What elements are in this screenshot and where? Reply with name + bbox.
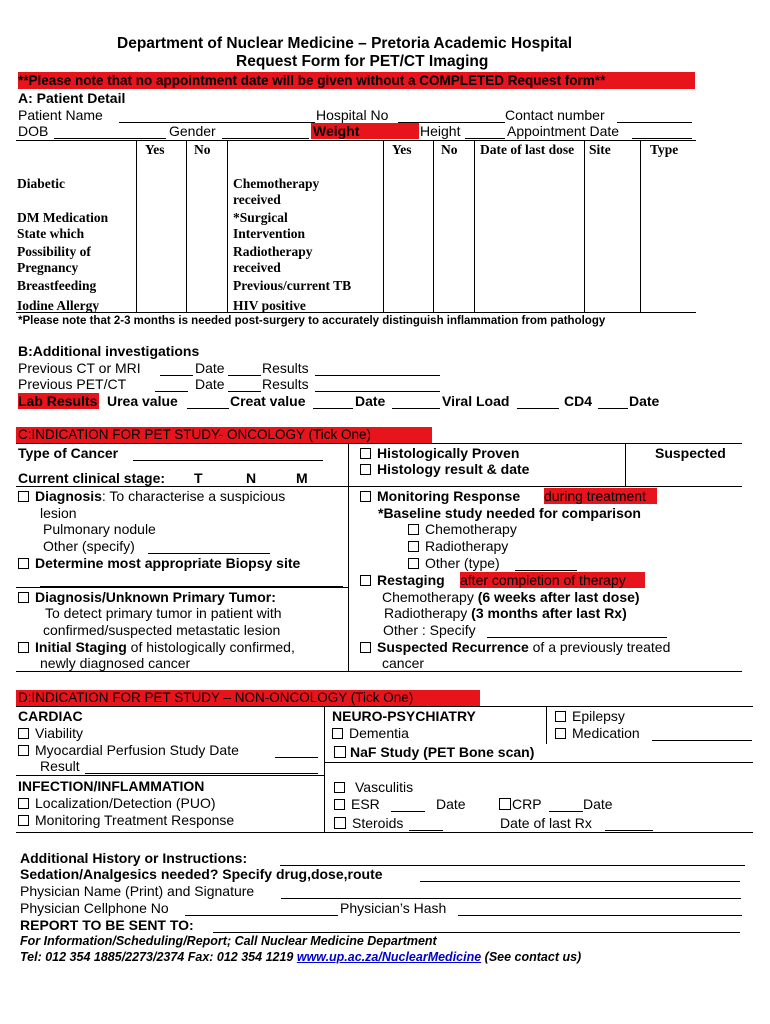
- physician-name-label: Physician Name (Print) and Signature: [20, 883, 255, 899]
- esr-field[interactable]: [391, 811, 425, 812]
- creat-label: Creat value: [230, 393, 306, 409]
- other-specify2-label: Other : Specify: [383, 622, 476, 638]
- physician-name-field[interactable]: [281, 898, 741, 899]
- prev-pet-field[interactable]: [155, 391, 188, 392]
- info-line: For Information/Scheduling/Report; Call Nuclear Medicine Department: [20, 934, 437, 948]
- row-radiotherapy: Radiotherapy received: [233, 244, 313, 275]
- dementia-option[interactable]: Dementia: [332, 725, 409, 741]
- medication-field[interactable]: [652, 740, 752, 741]
- prev-ct-date-field[interactable]: [228, 375, 261, 376]
- patient-name-label: Patient Name: [18, 107, 103, 123]
- cd4-date-label: Date: [629, 393, 660, 409]
- contact-number-field[interactable]: [617, 122, 692, 123]
- checkbox-icon[interactable]: [334, 817, 346, 829]
- diagnosis-line2: lesion: [40, 505, 77, 521]
- checkbox-icon[interactable]: [360, 642, 371, 653]
- date-last-rx-field[interactable]: [605, 830, 653, 831]
- header-no: No: [194, 142, 211, 157]
- restaging-option[interactable]: Restaging: [360, 572, 445, 588]
- esr-date-label: Date: [436, 796, 466, 812]
- naf-option[interactable]: NaF Study (PET Bone scan): [334, 744, 534, 760]
- type-of-cancer-field[interactable]: [133, 460, 323, 461]
- infection-heading: INFECTION/INFLAMMATION: [18, 778, 205, 794]
- appointment-date-field[interactable]: [632, 138, 692, 139]
- dob-label: DOB: [18, 123, 49, 139]
- chemo-option[interactable]: Chemotherapy: [408, 521, 517, 537]
- crp-option[interactable]: CRP: [499, 796, 542, 812]
- stage-n-label: N: [246, 470, 257, 486]
- viral-load-field[interactable]: [517, 408, 559, 409]
- after-therapy-highlight: after completion of therapy: [460, 572, 645, 588]
- myocardial-option[interactable]: Myocardial Perfusion Study Date: [18, 742, 239, 758]
- physician-cell-field[interactable]: [185, 915, 338, 916]
- checkbox-icon[interactable]: [334, 746, 346, 758]
- height-label: Height: [420, 123, 461, 139]
- sedation-label: Sedation/Analgesics needed? Specify drug,dose,route: [20, 866, 383, 882]
- header-no-2: No: [441, 142, 458, 157]
- prev-pet-results-label: Results: [262, 376, 309, 392]
- nuclear-medicine-link[interactable]: www.up.ac.za/NuclearMedicine: [296, 950, 482, 964]
- other-specify2-field[interactable]: [487, 637, 667, 638]
- prev-pet-label: Previous PET/CT: [18, 376, 127, 392]
- checkbox-icon[interactable]: [332, 728, 343, 739]
- additional-history-label: Additional History or Instructions:: [20, 850, 248, 866]
- row-hiv: HIV positive: [233, 298, 306, 313]
- checkbox-icon[interactable]: [499, 798, 511, 810]
- checkbox-icon[interactable]: [334, 782, 345, 793]
- initial-staging-option[interactable]: Initial Staging of histologically confirmed,: [18, 639, 295, 655]
- gender-label: Gender: [169, 123, 216, 139]
- pulmonary-nodule-label: Pulmonary nodule: [43, 521, 156, 537]
- section-b-heading: B:Additional investigations: [18, 343, 200, 359]
- suspected-recurrence-option[interactable]: Suspected Recurrence of a previously treated: [360, 639, 670, 655]
- other-type-option[interactable]: Other (type): [408, 555, 500, 571]
- result-label: Result: [40, 758, 80, 774]
- monitoring-treatment-option[interactable]: Monitoring Treatment Response: [18, 812, 234, 828]
- header-date-last-dose: Date of last dose: [480, 142, 575, 157]
- physician-hash-field[interactable]: [458, 915, 742, 916]
- crp-field[interactable]: [549, 811, 583, 812]
- prev-ct-field[interactable]: [160, 375, 193, 376]
- viral-load-label: Viral Load: [442, 393, 510, 409]
- row-iodine-allergy: Iodine Allergy: [17, 298, 100, 313]
- steroids-option[interactable]: Steroids: [334, 815, 403, 831]
- row-breastfeeding: Breastfeeding: [17, 278, 97, 293]
- chemo-6w-line: Chemotherapy (6 weeks after last dose): [382, 589, 640, 605]
- checkbox-icon[interactable]: [18, 798, 29, 809]
- stage-t-label: T: [194, 470, 203, 486]
- other-specify-field[interactable]: [148, 553, 270, 554]
- post-surgery-note: *Please note that 2-3 months is needed post-surgery to accurately distinguish inflammation from pathology: [18, 315, 606, 327]
- steroids-field[interactable]: [409, 830, 443, 831]
- cd4-field[interactable]: [598, 408, 628, 409]
- checkbox-icon[interactable]: [408, 524, 419, 535]
- header-site: Site: [589, 142, 611, 157]
- myocardial-date-field[interactable]: [275, 757, 318, 758]
- checkbox-icon[interactable]: [18, 491, 29, 502]
- checkbox-icon[interactable]: [408, 558, 419, 569]
- physician-hash-label: Physician’s Hash: [340, 900, 447, 916]
- prev-pet-date-label: Date: [195, 376, 225, 392]
- checkbox-icon[interactable]: [18, 592, 29, 603]
- prev-ct-label: Previous CT or MRI: [18, 360, 141, 376]
- epilepsy-option[interactable]: Epilepsy: [555, 708, 625, 724]
- prev-pet-date-field[interactable]: [228, 391, 261, 392]
- type-of-cancer-label: Type of Cancer: [18, 445, 119, 461]
- monitoring-response-option[interactable]: Monitoring Response: [360, 488, 520, 504]
- urea-field[interactable]: [187, 408, 229, 409]
- initial-staging-line2: newly diagnosed cancer: [40, 655, 191, 671]
- lab-date-field[interactable]: [392, 408, 440, 409]
- medication-option[interactable]: Medication: [555, 725, 640, 741]
- diagnosis-option[interactable]: Diagnosis: To characterise a suspicious: [18, 488, 285, 504]
- clinical-stage-label: Current clinical stage:: [18, 470, 166, 486]
- checkbox-icon[interactable]: [18, 815, 29, 826]
- row-chemotherapy: Chemotherapy received: [233, 176, 320, 207]
- checkbox-icon[interactable]: [408, 541, 419, 552]
- other-specify-label: Other (specify): [43, 538, 135, 554]
- biopsy-site-option[interactable]: Determine most appropriate Biopsy site: [18, 555, 300, 571]
- prev-ct-results-field[interactable]: [315, 375, 440, 376]
- suspected-recurrence-line2: cancer: [382, 655, 425, 671]
- checkbox-icon[interactable]: [360, 464, 371, 475]
- row-dm-medication: DM Medication State which: [17, 210, 109, 241]
- header-yes: Yes: [145, 142, 165, 157]
- prev-ct-date-label: Date: [195, 360, 225, 376]
- checkbox-icon[interactable]: [18, 558, 29, 569]
- unknown-primary-line2: To detect primary tumor in patient with: [45, 605, 282, 621]
- vasculitis-option[interactable]: Vasculitis: [334, 779, 413, 795]
- lab-results-label: Lab Results: [18, 393, 98, 409]
- appointment-date-label: Appointment Date: [507, 123, 620, 139]
- esr-option[interactable]: ESR: [334, 796, 380, 812]
- report-to-label: REPORT TO BE SENT TO:: [20, 917, 194, 933]
- checkbox-icon[interactable]: [555, 728, 566, 739]
- physician-cell-label: Physician Cellphone No: [20, 900, 169, 916]
- patient-name-field[interactable]: [119, 122, 315, 123]
- checkbox-icon[interactable]: [18, 728, 29, 739]
- cardiac-heading: CARDIAC: [18, 708, 83, 724]
- prev-ct-results-label: Results: [262, 360, 309, 376]
- gender-field[interactable]: [222, 138, 309, 139]
- unknown-primary-line3: confirmed/suspected metastatic lesion: [43, 622, 281, 638]
- section-d-heading: D:INDICATION FOR PET STUDY – NON-ONCOLOGY (Tick One): [16, 690, 480, 706]
- radio-option[interactable]: Radiotherapy: [408, 538, 508, 554]
- histo-proven-option[interactable]: Histologically Proven: [360, 445, 519, 461]
- checkbox-icon[interactable]: [360, 491, 371, 502]
- contact-line: Tel: 012 354 1885/2273/2374 Fax: 012 354 1219 www.up.ac.za/NuclearMedicine (See contact us): [20, 950, 582, 964]
- localization-option[interactable]: Localization/Detection (PUO): [18, 795, 216, 811]
- checkbox-icon[interactable]: [555, 711, 566, 722]
- dob-field[interactable]: [54, 138, 166, 139]
- date-last-rx-label: Date of last Rx: [500, 815, 592, 831]
- viability-option[interactable]: Viability: [18, 725, 83, 741]
- height-field[interactable]: [465, 138, 505, 139]
- during-treatment-highlight: during treatment: [544, 488, 657, 504]
- neuro-heading: NEURO-PSYCHIATRY: [332, 708, 476, 724]
- lab-date-label: Date: [355, 393, 386, 409]
- prev-pet-results-field[interactable]: [315, 391, 440, 392]
- stage-m-label: M: [296, 470, 308, 486]
- row-diabetic: Diabetic: [17, 176, 65, 191]
- form-title-line2: Request Form for PET/CT Imaging: [236, 53, 489, 70]
- notice-banner: **Please note that no appointment date will be given without a COMPLETED Request form**: [18, 72, 695, 89]
- creat-field[interactable]: [313, 408, 353, 409]
- crp-date-label: Date: [583, 796, 613, 812]
- section-a-heading: A: Patient Detail: [18, 90, 126, 106]
- histo-result-option[interactable]: Histology result & date: [360, 461, 529, 477]
- radio-3m-line: Radiotherapy (3 months after last Rx): [384, 605, 627, 621]
- report-to-field[interactable]: [213, 932, 740, 933]
- suspected-label: Suspected: [655, 445, 726, 461]
- unknown-primary-option[interactable]: Diagnosis/Unknown Primary Tumor:: [18, 589, 276, 605]
- biopsy-site-field[interactable]: [40, 586, 343, 587]
- checkbox-icon[interactable]: [360, 448, 371, 459]
- result-field[interactable]: [85, 773, 318, 774]
- hospital-no-label: Hospital No: [316, 107, 389, 123]
- contact-number-label: Contact number: [505, 107, 605, 123]
- row-pregnancy: Possibility of Pregnancy: [17, 244, 91, 275]
- row-tb: Previous/current TB: [233, 278, 352, 293]
- row-surgical: *Surgical Intervention: [233, 210, 305, 241]
- baseline-note: *Baseline study needed for comparison: [378, 505, 641, 521]
- urea-label: Urea value: [107, 393, 178, 409]
- checkbox-icon[interactable]: [18, 642, 29, 653]
- checkbox-icon[interactable]: [334, 799, 345, 810]
- cd4-label: CD4: [564, 393, 593, 409]
- form-title-line1: Department of Nuclear Medicine – Pretoria Academic Hospital: [117, 35, 573, 52]
- checkbox-icon[interactable]: [360, 575, 371, 586]
- header-type: Type: [650, 142, 679, 157]
- checkbox-icon[interactable]: [18, 745, 29, 756]
- section-c-heading: C:INDICATION FOR PET STUDY- ONCOLOGY (Tick One): [16, 427, 432, 443]
- other-type-field[interactable]: [515, 570, 577, 571]
- weight-label: Weight: [311, 123, 419, 139]
- header-yes-2: Yes: [392, 142, 412, 157]
- sedation-field[interactable]: [420, 881, 740, 882]
